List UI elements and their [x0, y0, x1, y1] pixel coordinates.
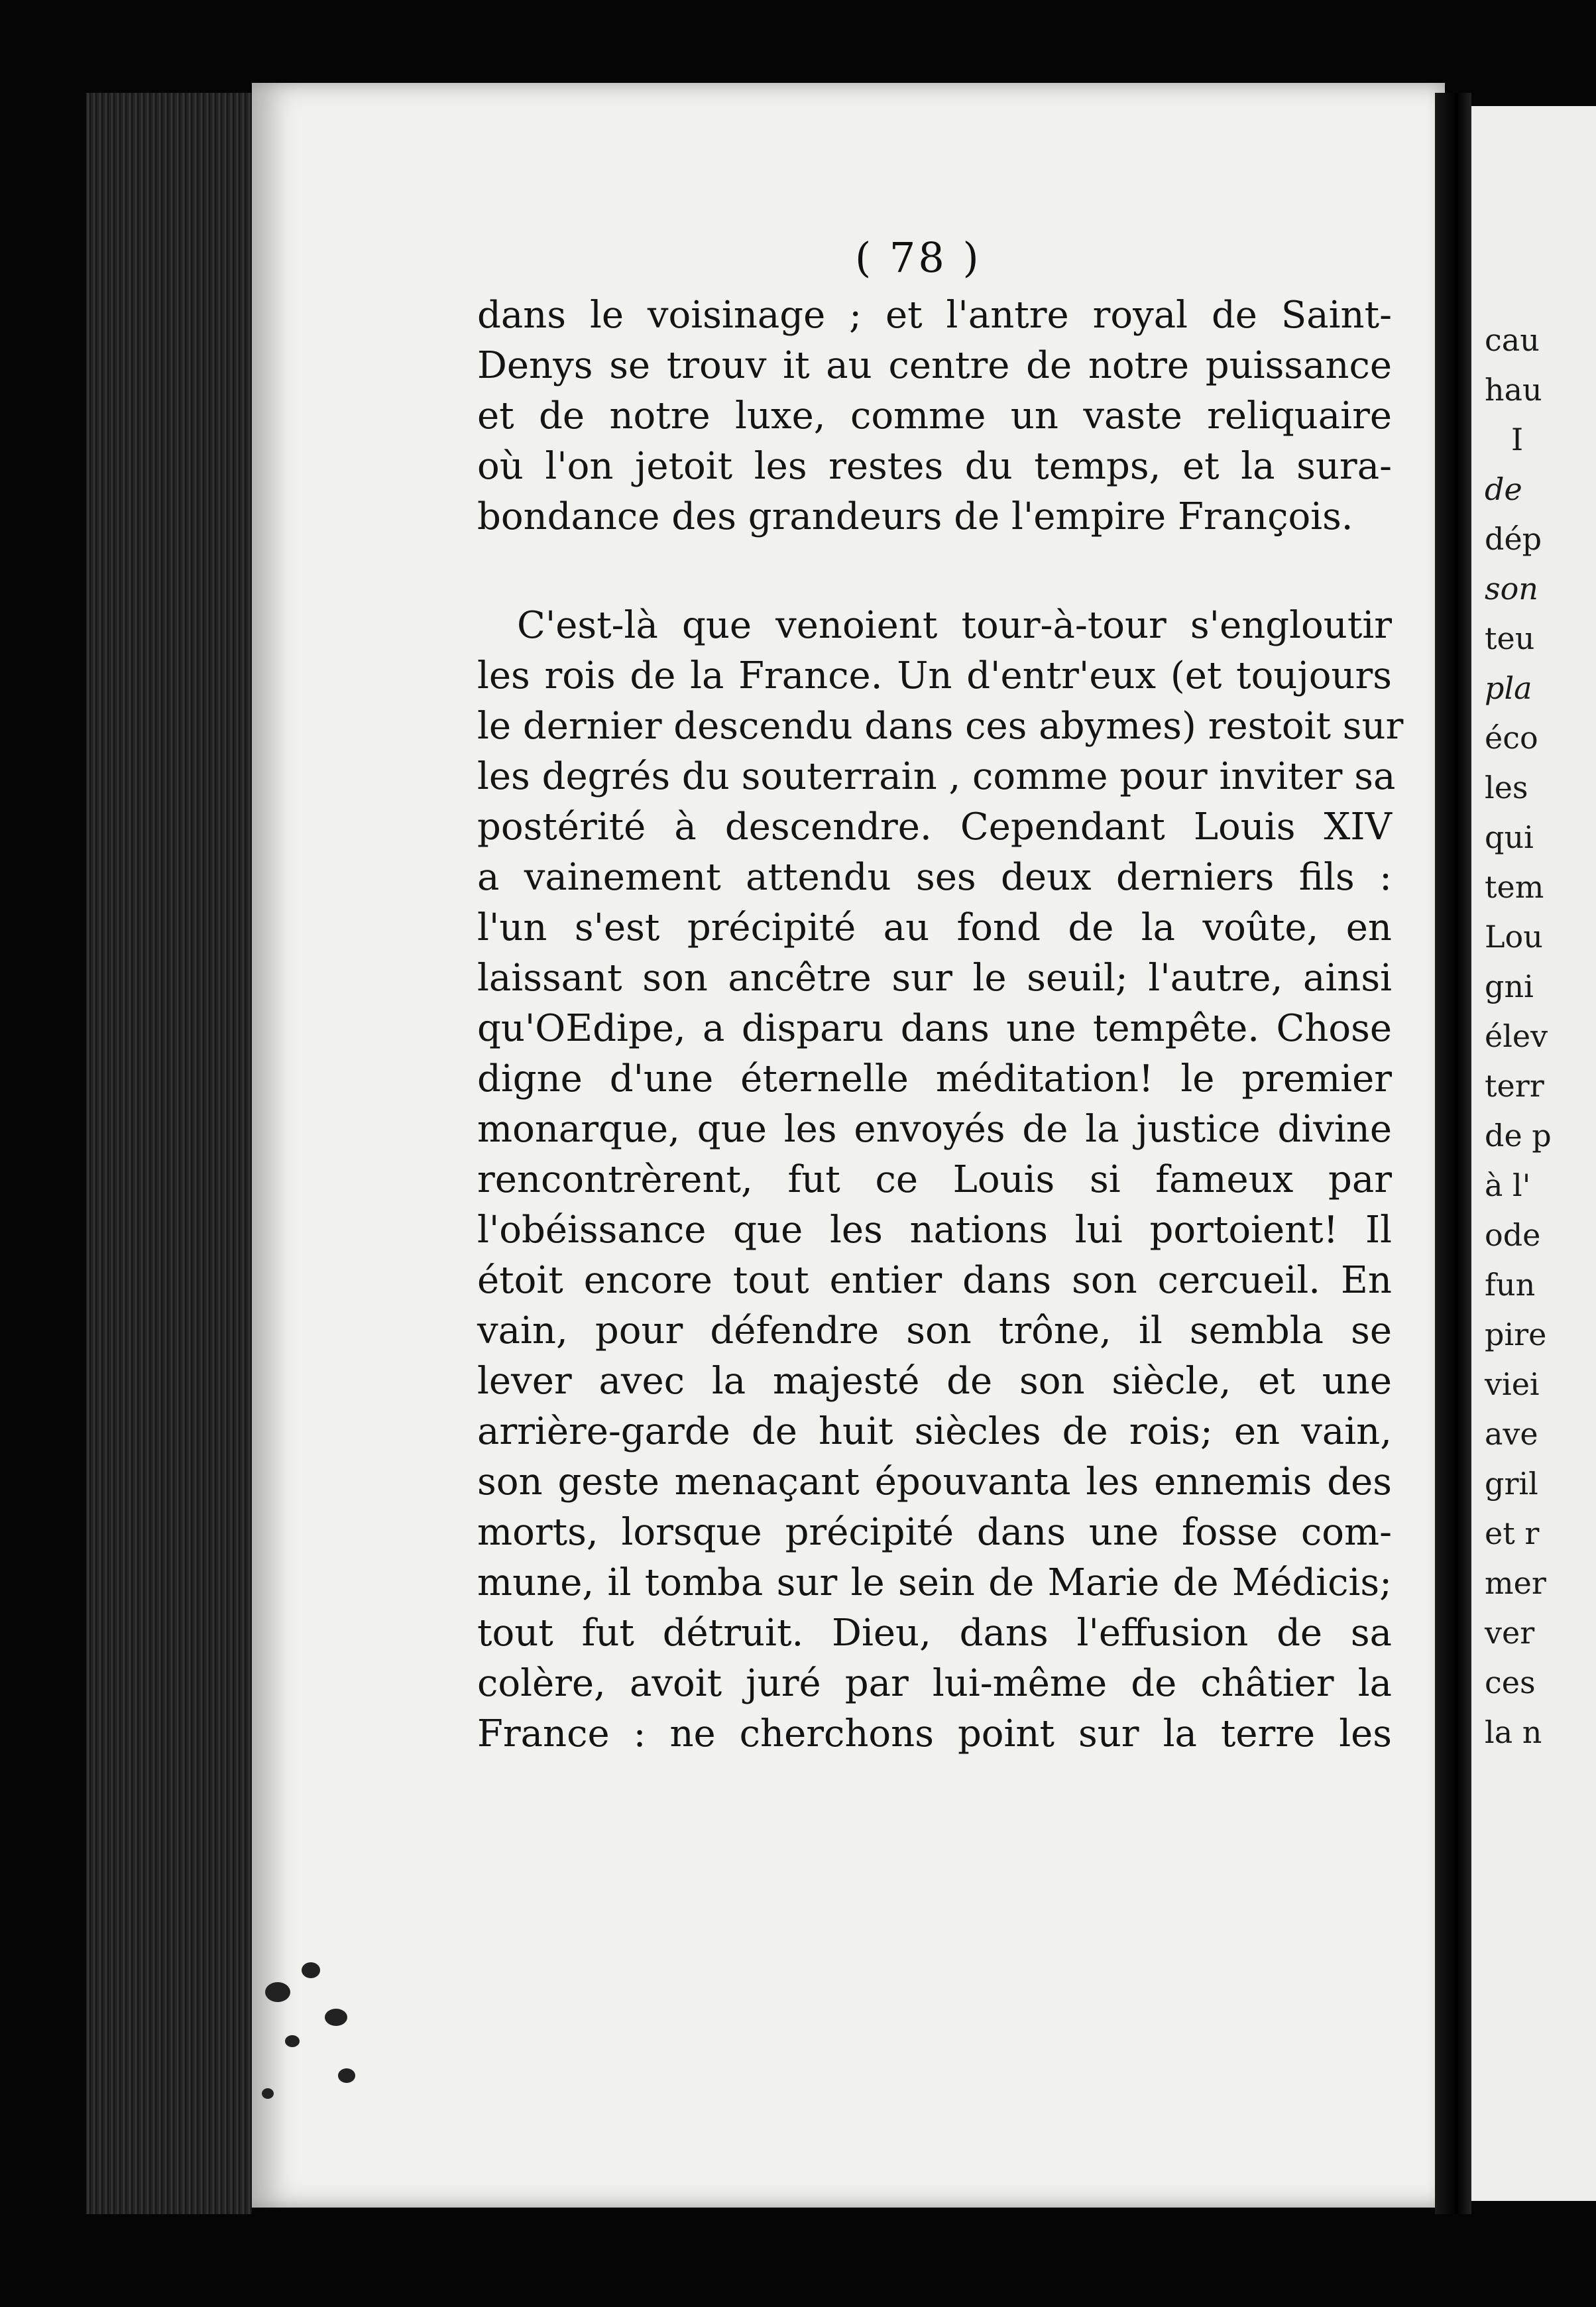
facing-page-fragment: qui — [1485, 819, 1534, 855]
facing-page-fragment: et r — [1485, 1515, 1540, 1551]
text-line: les rois de la France. Un d'entr'eux (et toujours — [477, 654, 1392, 697]
text-line: arrière-garde de huit siècles de rois; en vain, — [477, 1410, 1392, 1453]
text-line: C'est-là que venoient tour-à-tour s'engloutir — [517, 604, 1392, 647]
facing-page-fragment: mer — [1485, 1565, 1546, 1601]
facing-page-fragment: ces — [1485, 1665, 1536, 1700]
facing-page-fragment: pla — [1485, 670, 1532, 706]
text-line: son geste menaçant épouvanta les ennemis des — [477, 1460, 1392, 1504]
ink-stain — [302, 1962, 320, 1978]
facing-page-fragment: cau — [1485, 322, 1540, 358]
book-gutter — [1435, 93, 1471, 2214]
facing-page-fragment: I — [1511, 422, 1524, 457]
text-line: a vainement attendu ses deux derniers fils : — [477, 856, 1392, 899]
text-line: où l'on jetoit les restes du temps, et la sura- — [477, 445, 1392, 488]
facing-page-fragment: les — [1485, 770, 1528, 805]
text-line: France : ne cherchons point sur la terre les — [477, 1712, 1392, 1755]
text-line: l'obéissance que les nations lui portoient! Il — [477, 1209, 1392, 1252]
text-line: l'un s'est précipité au fond de la voûte, en — [477, 906, 1392, 949]
text-line: dans le voisinage ; et l'antre royal de Saint- — [477, 294, 1392, 337]
facing-page-fragment: de — [1485, 471, 1522, 507]
text-line: le dernier descendu dans ces abymes) restoit sur — [477, 705, 1404, 748]
text-line: vain, pour défendre son trône, il sembla se — [477, 1309, 1392, 1352]
facing-page-fragment: pire — [1485, 1317, 1547, 1352]
text-line: mune, il tomba sur le sein de Marie de Médicis; — [477, 1561, 1392, 1604]
text-line: digne d'une éternelle méditation! le premier — [477, 1057, 1392, 1100]
text-line: rencontrèrent, fut ce Louis si fameux par — [477, 1158, 1392, 1201]
page-number: ( 78 ) — [855, 233, 982, 282]
ink-stain — [285, 2035, 300, 2047]
facing-page-fragment: terr — [1485, 1068, 1544, 1104]
facing-page-fragment: élev — [1485, 1018, 1548, 1054]
facing-page-fragment: gril — [1485, 1466, 1538, 1502]
text-line: Denys se trouv it au centre de notre puissance — [477, 344, 1392, 387]
text-line: étoit encore tout entier dans son cercueil. En — [477, 1259, 1392, 1302]
facing-page-fragment: ver — [1485, 1615, 1535, 1651]
book-page-edge — [86, 93, 252, 2214]
text-line: et de notre luxe, comme un vaste reliquaire — [477, 394, 1392, 438]
facing-page-fragment: gni — [1485, 969, 1534, 1004]
text-line: monarque, que les envoyés de la justice divine — [477, 1108, 1392, 1151]
ink-stain — [265, 1982, 290, 2002]
text-line: bondance des grandeurs de l'empire François. — [477, 495, 1353, 538]
facing-page-fragment: à l' — [1485, 1167, 1531, 1203]
text-line: lever avec la majesté de son siècle, et une — [477, 1360, 1392, 1403]
facing-page-fragment: de p — [1485, 1118, 1552, 1154]
facing-page-fragment: viei — [1485, 1366, 1540, 1402]
facing-page-fragment: hau — [1485, 372, 1542, 408]
facing-page-fragment: dép — [1485, 521, 1542, 557]
facing-page-fragment: la n — [1485, 1714, 1542, 1750]
text-line: les degrés du souterrain , comme pour inviter sa — [477, 755, 1396, 798]
text-line: laissant son ancêtre sur le seuil; l'autre, ainsi — [477, 957, 1392, 1000]
text-line: morts, lorsque précipité dans une fosse com- — [477, 1511, 1392, 1554]
facing-page-fragment: teu — [1485, 621, 1535, 656]
facing-page-fragment: tem — [1485, 869, 1544, 905]
facing-page-fragment: son — [1485, 571, 1538, 607]
text-line: qu'OEdipe, a disparu dans une tempête. Chose — [477, 1007, 1392, 1050]
facing-page-fragment: fun — [1485, 1267, 1536, 1303]
facing-page-fragment: ode — [1485, 1217, 1541, 1253]
text-line: tout fut détruit. Dieu, dans l'effusion de sa — [477, 1612, 1392, 1655]
facing-page-fragment: éco — [1485, 720, 1538, 756]
facing-page — [1471, 106, 1596, 2201]
ink-stain — [338, 2068, 355, 2083]
facing-page-fragment: Lou — [1485, 919, 1543, 955]
ink-stain — [262, 2088, 274, 2099]
text-line: postérité à descendre. Cependant Louis XIV — [477, 805, 1392, 849]
text-line: colère, avoit juré par lui-même de châtier la — [477, 1662, 1392, 1705]
facing-page-fragment: ave — [1485, 1416, 1538, 1452]
ink-stain — [325, 2009, 347, 2026]
